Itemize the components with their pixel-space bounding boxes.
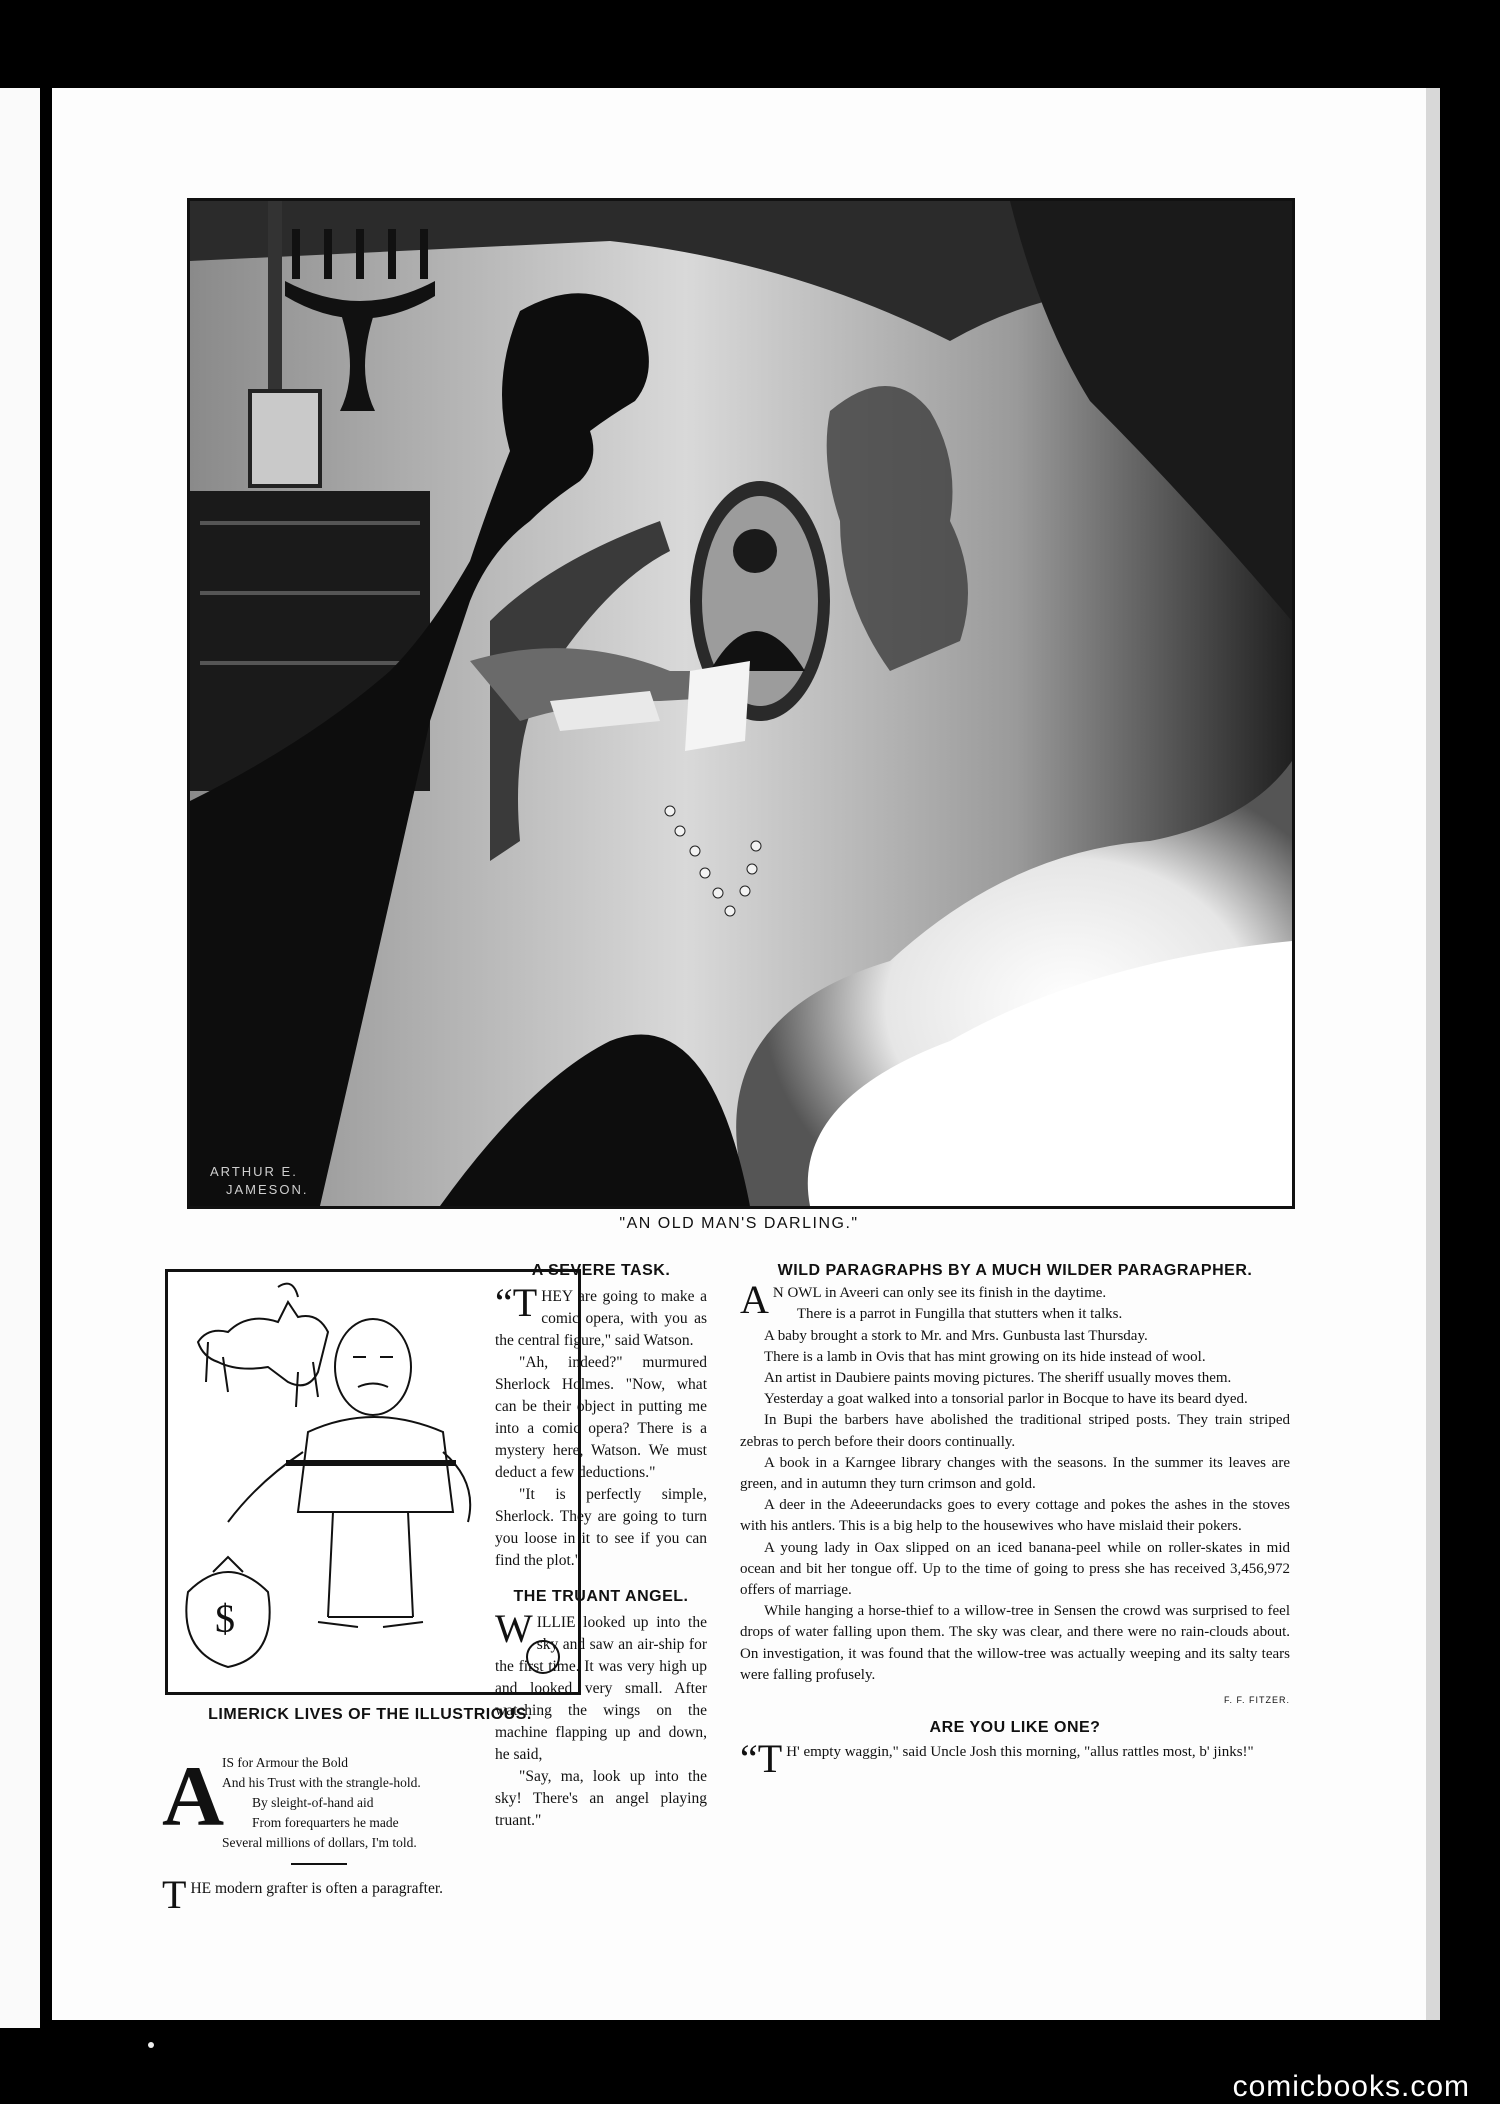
truant-angel-title: THE TRUANT ANGEL.: [513, 1588, 689, 1605]
author-signature: F. F. FITZER.: [1224, 1695, 1290, 1706]
illustration-drawing: [190, 201, 1292, 1206]
paragraph: N OWL in Aveeri can only see its finish in the daytime.: [772, 1285, 1107, 1302]
limerick-lines: [222, 1753, 421, 1853]
limerick-drop-cap: A: [162, 1748, 225, 1844]
wild-paragraphs-title: WILD PARAGRAPHS BY A MUCH WILDER PARAGRAPHER.: [777, 1262, 1253, 1279]
scan-speck: [148, 2042, 154, 2048]
divider-rule: [291, 1863, 347, 1865]
page-edge-shadow: [1426, 88, 1440, 2020]
are-you-like-one-cap: “T: [740, 1736, 783, 1782]
paragraph: There is a lamb in Ovis that has mint growing on its hide instead of wool.: [764, 1348, 1206, 1365]
paragraph: "Ah, indeed?" murmured Sherlock Holmes. "Now, what can be their object in putting me into a comic opera? There is a mystery here, Watson. We must deduct a few deductions.": [495, 1354, 707, 1481]
illustration-old-mans-darling: [187, 198, 1295, 1209]
severe-task-title: A SEVERE TASK.: [531, 1262, 671, 1279]
limerick-line: And his Trust with the strangle-hold.: [222, 1775, 421, 1790]
limerick-line: IS for Armour the Bold: [222, 1755, 348, 1770]
are-you-like-one-title: ARE YOU LIKE ONE?: [929, 1719, 1101, 1737]
grafter-cap: T: [162, 1872, 187, 1917]
paragraph: Yesterday a goat walked into a tonsorial parlor in Bocque to have its beard dyed.: [764, 1391, 1248, 1408]
site-watermark: comicbooks.com: [1232, 2070, 1470, 2103]
illustration-caption: "AN OLD MAN'S DARLING.": [619, 1215, 859, 1232]
limerick-title: LIMERICK LIVES OF THE ILLUSTRIOUS.: [208, 1706, 532, 1723]
paragraph: H' empty waggin," said Uncle Josh this morning, "allus rattles most, b' jinks!": [786, 1744, 1254, 1761]
paragraph: ILLIE looked up into the sky and saw an air-ship for the first time. It was very high up and looked very small. After watching the wings on the machine flapping up and down, he said,: [495, 1614, 707, 1763]
severe-task-article: [495, 1260, 707, 1832]
truant-angel-cap: W: [495, 1606, 533, 1651]
paragraph: HEY are going to make a comic opera, with you as the central figure," said Watson.: [495, 1288, 707, 1349]
paragraph: In Bupi the barbers have abolished the traditional striped posts. They train striped zebras to perch before their doors continually.: [740, 1412, 1290, 1450]
paragraph: A book in a Karngee library changes with the seasons. In the summer its leaves are green, and in autumn they turn crimson and gold.: [740, 1454, 1290, 1493]
wild-paragraphs-article: [740, 1260, 1290, 1782]
paragraph: "Say, ma, look up into the sky! There's an angel playing truant.": [495, 1768, 707, 1829]
severe-task-cap: “T: [495, 1280, 538, 1325]
magazine-page: [52, 88, 1426, 2020]
paragraph: "It is perfectly simple, Sherlock. They are going to turn you loose in it to see if you can find the plot.": [495, 1486, 707, 1569]
paragraph: A baby brought a stork to Mr. and Mrs. Gunbusta last Thursday.: [764, 1327, 1148, 1344]
limerick-line: From forequarters he made: [252, 1815, 399, 1830]
svg-text:$: $: [215, 1596, 235, 1641]
artist-signature-line2: JAMESON.: [226, 1182, 309, 1197]
grafter-text: HE modern grafter is often a paragrafter.: [190, 1880, 444, 1897]
wild-paragraphs-cap: A: [740, 1277, 769, 1323]
limerick-line: Several millions of dollars, I'm told.: [222, 1835, 417, 1850]
artist-signature-line1: ARTHUR E.: [210, 1164, 298, 1179]
paragraph: A deer in the Adeeerundacks goes to every cottage and pokes the ashes in the stoves with his antlers. This is a big help to the housewives who have mislaid their pokers.: [740, 1497, 1290, 1535]
limerick-line: By sleight-of-hand aid: [252, 1795, 374, 1810]
grafter-paragraph: [162, 1872, 577, 1917]
facing-page-edge: [0, 88, 40, 2028]
paragraph: An artist in Daubiere paints moving pictures. The sheriff usually moves them.: [764, 1370, 1232, 1387]
paragraph: While hanging a horse-thief to a willow-tree in Sensen the crowd was surprised to feel drops of water falling upon them. The sky was clear, and there were no rain-clouds about. On investigation, it was found that the willow-tree was actually weeping and its salty tears were falling profusely.: [740, 1603, 1290, 1683]
paragraph: There is a parrot in Fungilla that stutters when it talks.: [796, 1306, 1123, 1323]
paragraph: A young lady in Oax slipped on an iced banana-peel while on roller-skates in mid ocean and bit her tongue off. Up to the time of going to press she has received 3,456,972 offers of marriage.: [740, 1539, 1290, 1599]
